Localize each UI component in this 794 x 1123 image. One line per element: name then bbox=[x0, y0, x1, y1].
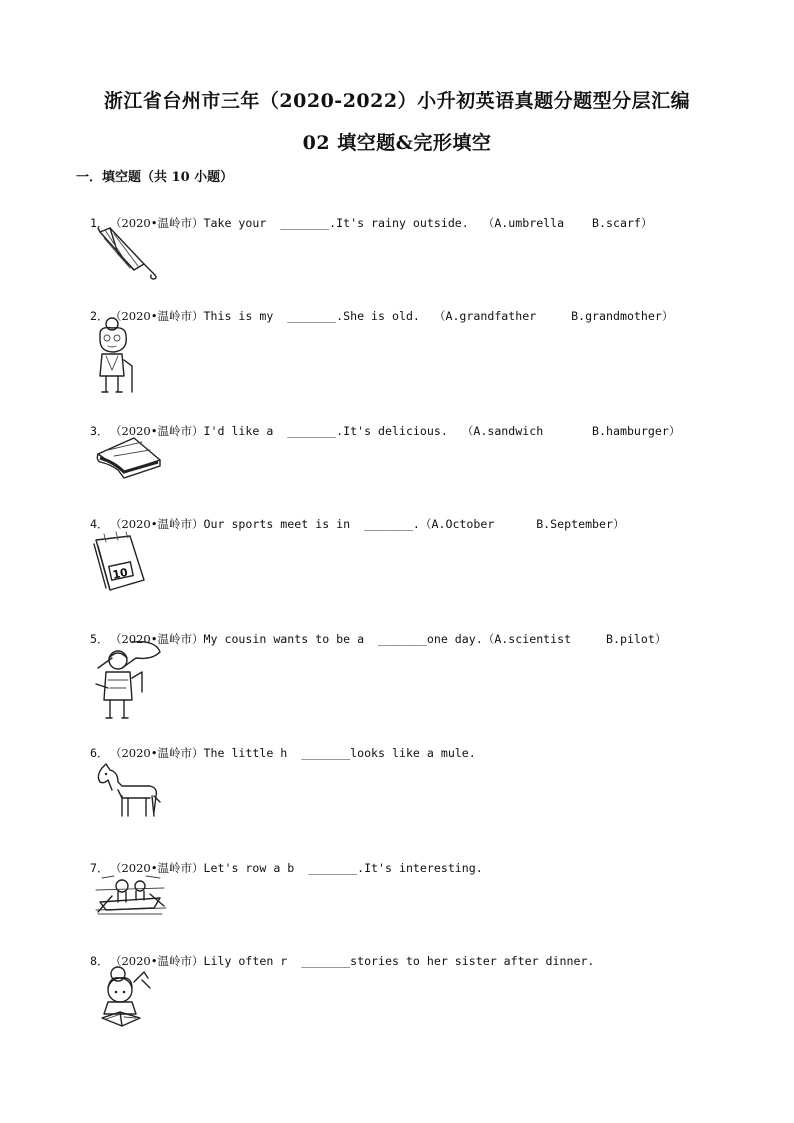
question-number: 4． bbox=[89, 517, 109, 531]
question-text: This is my _______.She is old. （A.grandfather B.grandmother） bbox=[203, 309, 674, 323]
question-2 bbox=[76, 292, 756, 323]
question-source: （2020•温岭市） bbox=[109, 309, 204, 323]
question-5 bbox=[76, 615, 756, 646]
question-8 bbox=[76, 937, 756, 968]
question-text: I'd like a _______.It's delicious. （A.sandwich B.hamburger） bbox=[203, 424, 681, 438]
calendar-drawing bbox=[90, 530, 152, 596]
question-1 bbox=[76, 199, 756, 230]
question-source: （2020•温岭市） bbox=[109, 424, 204, 438]
umbrella-drawing bbox=[96, 224, 162, 280]
section-heading: 一．填空题（共 10 小题） bbox=[76, 170, 234, 185]
question-7 bbox=[76, 844, 756, 875]
document-title: 浙江省台州市三年（2020-2022）小升初英语真题分题型分层汇编 bbox=[103, 90, 691, 112]
question-number: 5． bbox=[89, 632, 109, 646]
question-number: 2． bbox=[89, 309, 109, 323]
document-subtitle: 02 填空题&完形填空 bbox=[302, 132, 492, 154]
question-text: Lily often r _______stories to her sister after dinner. bbox=[203, 954, 595, 968]
question-source: （2020•温岭市） bbox=[109, 632, 204, 646]
question-number: 3． bbox=[89, 424, 109, 438]
question-text: My cousin wants to be a _______one day.（A.scientist B.pilot） bbox=[203, 632, 667, 646]
question-text: Let's row a b _______.It's interesting. bbox=[203, 861, 483, 875]
question-text: The little h _______looks like a mule. bbox=[203, 746, 476, 760]
question-number: 6． bbox=[89, 746, 109, 760]
question-number: 7． bbox=[89, 861, 109, 875]
question-text: Our sports meet is in _______.（A.October B.September） bbox=[203, 517, 625, 531]
question-source: （2020•温岭市） bbox=[109, 517, 204, 531]
question-6 bbox=[76, 729, 756, 760]
question-3 bbox=[76, 407, 756, 438]
question-number: 8． bbox=[89, 954, 109, 968]
question-source: （2020•温岭市） bbox=[109, 216, 204, 230]
question-text: Take your _______.It's rainy outside. （A.umbrella B.scarf） bbox=[203, 216, 653, 230]
horse-drawing bbox=[94, 762, 166, 820]
question-number: 1． bbox=[89, 216, 109, 230]
sandwich-drawing bbox=[94, 434, 164, 482]
question-source: （2020•温岭市） bbox=[109, 954, 204, 968]
question-source: （2020•温岭市） bbox=[109, 861, 204, 875]
question-4 bbox=[76, 500, 756, 531]
calendar-label: 10 bbox=[111, 565, 130, 582]
reading-girl-drawing bbox=[94, 962, 158, 1032]
grandmother-drawing bbox=[92, 316, 148, 396]
rowing-boat-drawing bbox=[94, 870, 168, 918]
pilot-drawing bbox=[92, 638, 164, 722]
question-source: （2020•温岭市） bbox=[109, 746, 204, 760]
